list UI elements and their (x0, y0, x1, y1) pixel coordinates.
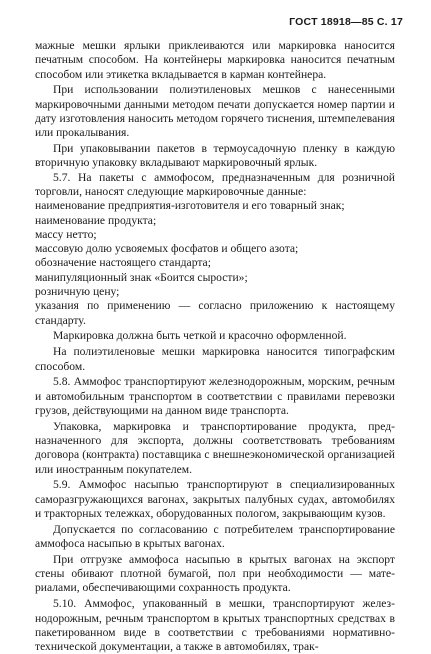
list-item-net-mass: массу нетто; (35, 227, 97, 241)
document-body (35, 39, 395, 654)
paragraph-1: мажные мешки ярлыки приклеиваются или маркировка наносится печатным способом. На контейнеры маркировка наносится печатным способом или этикетка вкладывается в карман контейнера. (35, 39, 395, 81)
paragraph-export-shipment: При отгрузке аммофоса насыпью в крытых вагонах на экспорт стены обивают плотной бумагой, пол при необходимости — материалами, обеспечивающими сохранность продукта. (35, 552, 395, 595)
paragraph-polyethylene-marking: На полиэтиленовые мешки маркировка наносится типографским способом. (35, 345, 395, 373)
section-5-8: 5.8. Аммофос транспортируют железнодорожным, морским, речным и автомобильным транспортом в соответствии с правилами перевозки грузов, действующими на данном виде транспорта. (35, 375, 395, 417)
paragraph-marking-quality: Маркировка должна быть четкой и красочно оформленной. (53, 329, 347, 343)
list-item-retail-price: розничную цену; (35, 285, 120, 299)
list-item-standard: обозначение настоящего стандарта; (35, 256, 211, 270)
list-item-instructions: указания по применению — согласно приложению к настоящему стандарту. (35, 299, 395, 327)
list-item-product-name: наименование продукта; (35, 213, 157, 227)
list-item-manufacturer: наименование предприятия-изготовителя и его товарный знак; (35, 199, 345, 213)
paragraph-2: При использовании полиэтиленовых мешков с нанесенными маркировочными данными методом печати допускается номер партии и дату изготовления наносить методом горячего тиснения, штемпелевания или прокалывания. (35, 83, 395, 140)
section-5-10: 5.10. Аммофос, упакованный в мешки, транспортируют железнодорожным, речным транспортом в крытых транспортных средствах в пакетированном виде в соответствии с требованиями нормативно-технической документации, а также в автомобилях, трак- (35, 597, 395, 654)
section-5-9: 5.9. Аммофос насыпью транспортируют в специализированных саморазгружающихся вагонах, закрытых палубных судах, автомобилях и тракторных тележках, оборудованных пологом, закрывающим кузов. (35, 478, 395, 520)
section-5-7-intro: 5.7. На пакеты с аммофосом, предназначенным для розничной торговли, наносят следующие маркировочные данные: (35, 170, 395, 198)
paragraph-3: При упаковывании пакетов в термоусадочную пленку в каждую вторичную упаковку вкладывают маркировочный ярлык. (35, 142, 395, 170)
list-item-handling-sign: манипуляционный знак «Боится сырости»; (35, 270, 248, 284)
paragraph-export: Упаковка, маркировка и транспортирование продукта, предназначенного для экспорта, должны соответствовать требованиям договора (контракта) поставщика с внешнеэкономической организацией или иностранным покупателем. (35, 419, 395, 476)
page-header: ГОСТ 18918—85 С. 17 (289, 16, 403, 28)
list-item-mass-fraction: массовую долю усвояемых фосфатов и общего азота; (35, 242, 299, 256)
paragraph-covered-wagons: Допускается по согласованию с потребителем транспортирование аммофоса насыпью в крытых вагонах. (35, 522, 395, 551)
